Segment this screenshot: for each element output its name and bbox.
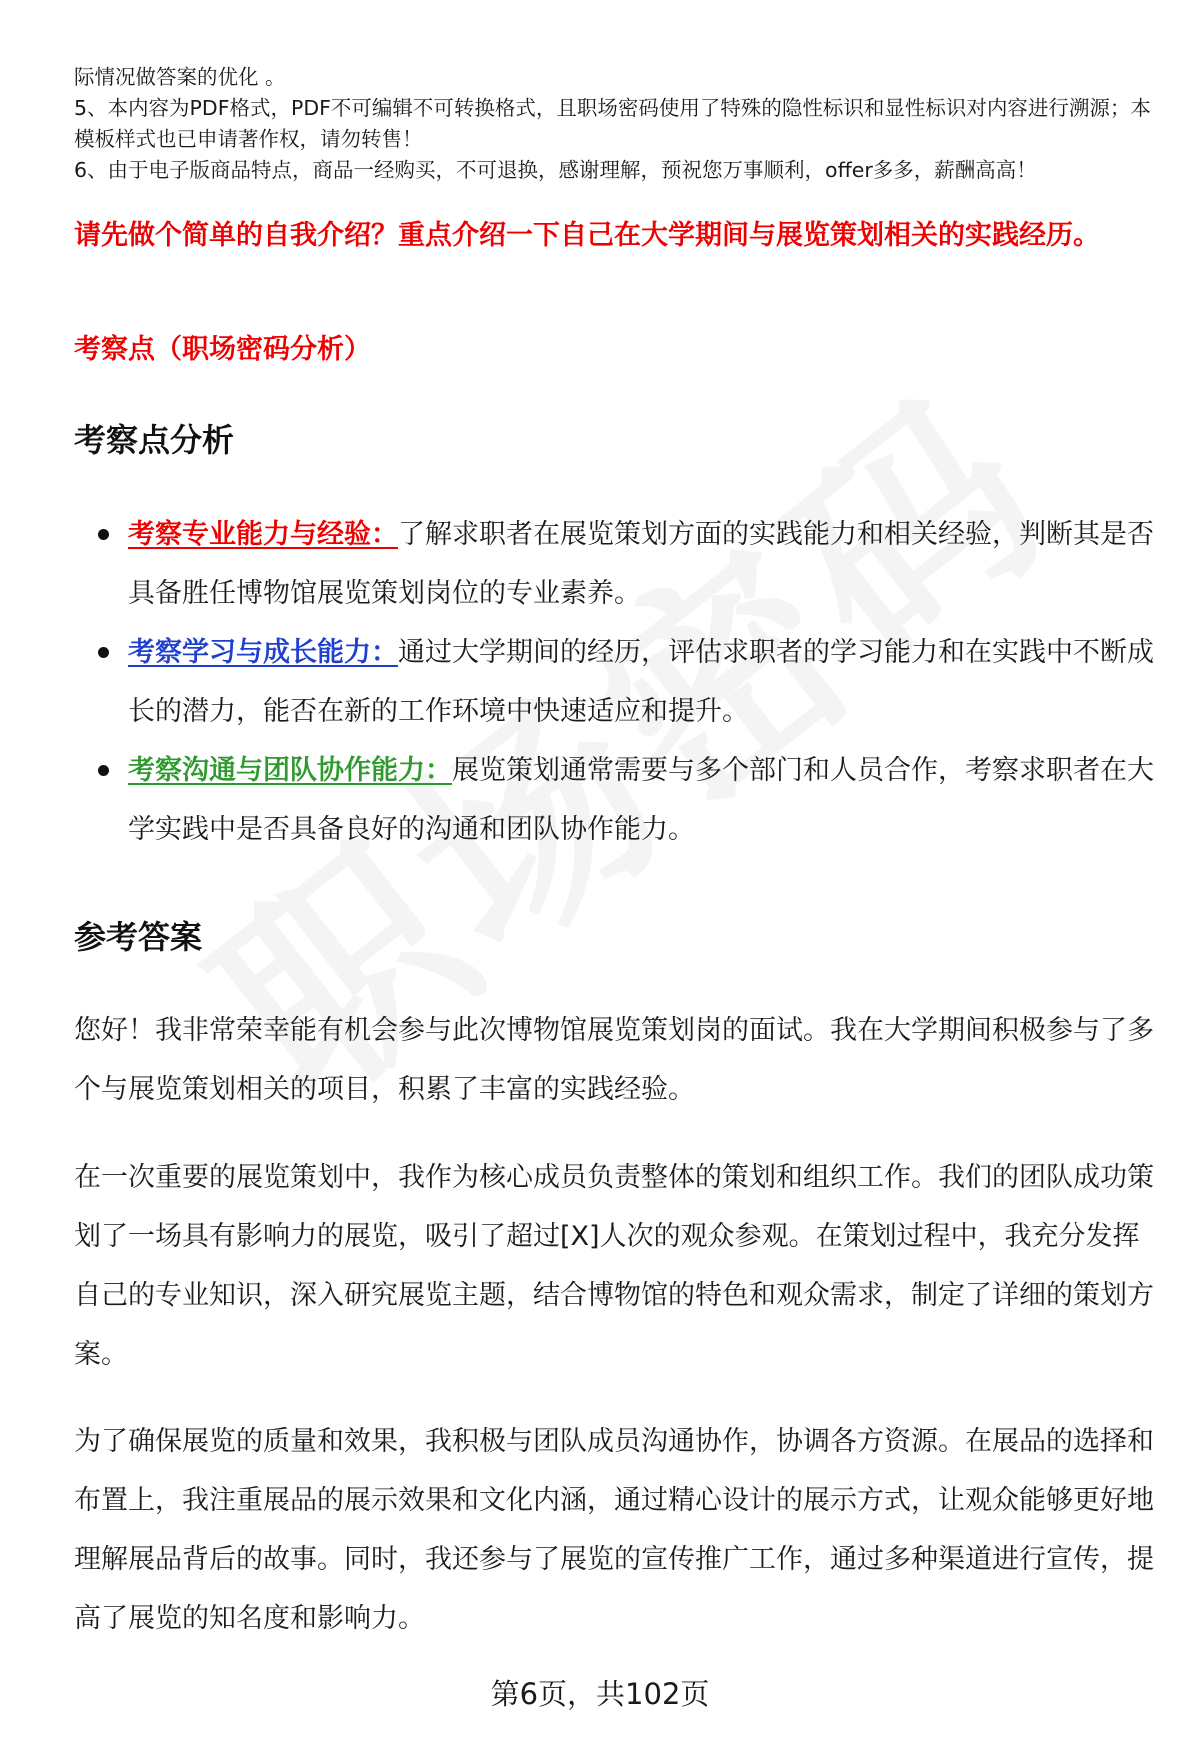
answer-paragraph: 您好！我非常荣幸能有机会参与此次博物馆展览策划岗的面试。我在大学期间积极参与了多个与展览策划相关的项目，积累了丰富的实践经验。: [74, 1015, 1154, 1105]
page-number: 第6页，共102页: [490, 1677, 710, 1711]
answer-heading: 参考答案: [74, 918, 203, 956]
analysis-item-text: 通过大学期间的经历，评估求职者的学习能力和在实践中不断成长的潜力，能否在新的工作环境中快速适应和提升。: [128, 637, 1154, 727]
analysis-item: [74, 505, 1164, 623]
analysis-item-text: 展览策划通常需要与多个部门和人员合作，考察求职者在大学实践中是否具备良好的沟通和团队协作能力。: [128, 755, 1154, 845]
analysis-item-label: 考察专业能力与经验：: [128, 519, 398, 550]
bullet-icon: [98, 765, 109, 776]
analysis-item-text: 了解求职者在展览策划方面的实践能力和相关经验，判断其是否具备胜任博物馆展览策划岗位的专业素养。: [128, 519, 1154, 609]
note-line: 际情况做答案的优化 。: [74, 65, 286, 89]
note-line: 5、本内容为PDF格式，PDF不可编辑不可转换格式，且职场密码使用了特殊的隐性标识和显性标识对内容进行溯源；本模板样式也已申请著作权，请勿转售！: [74, 96, 1151, 151]
analysis-list: [74, 505, 1164, 859]
analysis-item-label: 考察沟通与团队协作能力：: [128, 755, 452, 786]
analysis-item: [74, 741, 1164, 859]
bullet-icon: [98, 647, 109, 658]
analysis-heading: 考察点分析: [74, 421, 235, 459]
interview-question: 请先做个简单的自我介绍？重点介绍一下自己在大学期间与展览策划相关的实践经历。: [74, 220, 1100, 251]
notes-block: [74, 62, 1164, 186]
answer-paragraph: 在一次重要的展览策划中，我作为核心成员负责整体的策划和组织工作。我们的团队成功策划了一场具有影响力的展览，吸引了超过[X]人次的观众参观。在策划过程中，我充分发挥自己的专业知识，深入研究展览主题，结合博物馆的特色和观众需求，制定了详细的策划方案。: [74, 1162, 1154, 1370]
note-line: 6、由于电子版商品特点，商品一经购买，不可退换，感谢理解，预祝您万事顺利，offer多多，薪酬高高！: [74, 158, 1037, 182]
answer-paragraph: 为了确保展览的质量和效果，我积极与团队成员沟通协作，协调各方资源。在展品的选择和布置上，我注重展品的展示效果和文化内涵，通过精心设计的展示方式，让观众能够更好地理解展品背后的故事。同时，我还参与了展览的宣传推广工作，通过多种渠道进行宣传，提高了展览的知名度和影响力。: [74, 1426, 1154, 1634]
analysis-item: [74, 623, 1164, 741]
exam-point-title: 考察点（职场密码分析）: [74, 334, 371, 365]
analysis-item-label: 考察学习与成长能力：: [128, 637, 398, 668]
bullet-icon: [98, 529, 109, 540]
